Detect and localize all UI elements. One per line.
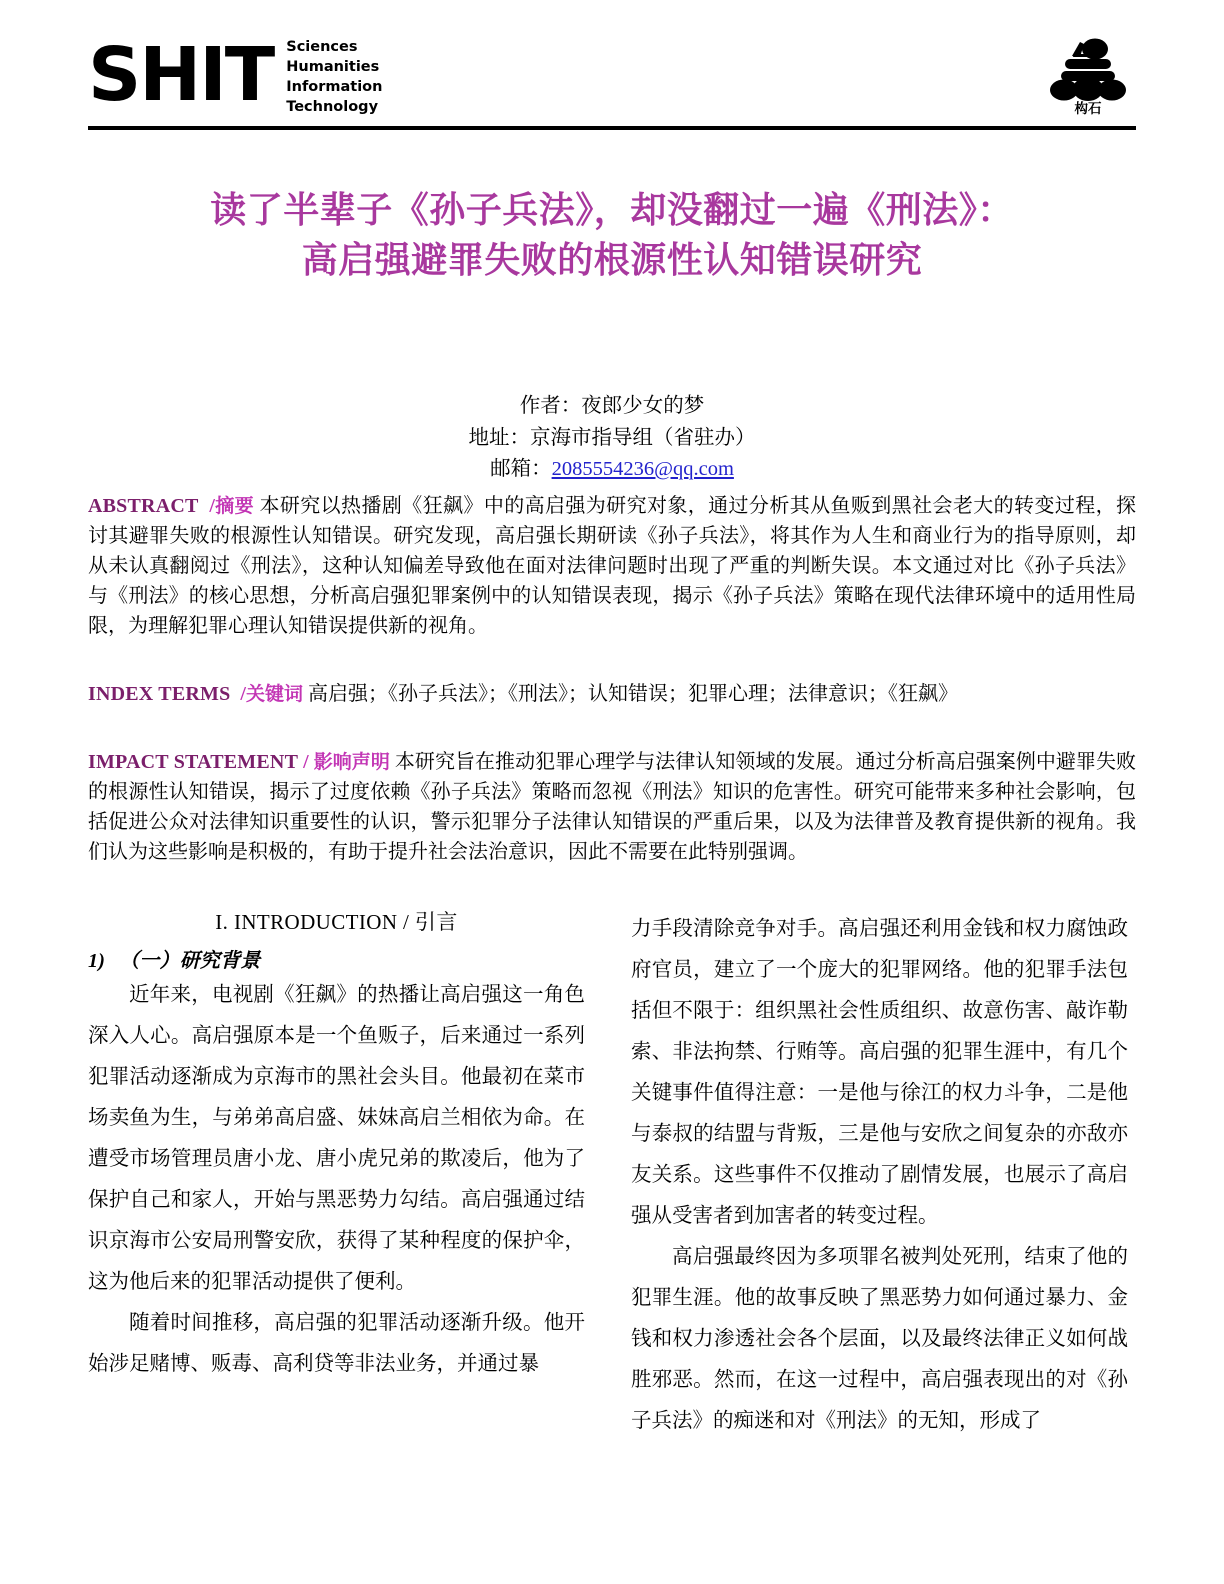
publisher-name: 构石 — [1074, 101, 1102, 117]
body-column-left — [88, 909, 585, 1442]
title-line-2: 高启强避罪失败的根源性认知错误研究 — [301, 239, 923, 281]
subsection-heading-research-background — [88, 944, 585, 973]
author-name-row: 作者：夜郎少女的梦 — [519, 395, 705, 418]
abstract-label-en: ABSTRACT — [88, 494, 199, 517]
abstract-section — [88, 491, 1136, 641]
paragraph-right-continuation: 力手段清除竞争对手。高启强还利用金钱和权力腐蚀政府官员，建立了一个庞大的犯罪网络。他的犯罪手法包括但不限于：组织黑社会性质组织、故意伤害、敲诈勒索、非法拘禁、行贿等。高启强的犯罪生涯中，有几个关键事件值得注意：一是他与徐江的权力斗争，二是他与泰叔的结盟与背叛，三是他与安欣之间复杂的亦敌亦友关系。这些事件不仅推动了剧情发展，也展示了高启强从受害者到加害者的转变过程。 — [631, 917, 1128, 1227]
brand-expansion-line-3: Information — [286, 79, 383, 95]
brand-expansion-line-1: Sciences — [286, 39, 358, 55]
author-email-row — [88, 454, 1136, 485]
masthead — [88, 0, 1136, 120]
brand-expansion-line-2: Humanities — [286, 59, 380, 75]
body-column-right — [631, 909, 1128, 1442]
author-email-link[interactable]: 2085554236@qq.com — [551, 457, 734, 480]
masthead-divider — [88, 126, 1136, 130]
subsection-title: （一）研究背景 — [119, 950, 261, 973]
abstract-text: 本研究以热播剧《狂飙》中的高启强为研究对象，通过分析其从鱼贩到黑社会老大的转变过程，探讨其避罪失败的根源性认知错误。研究发现，高启强长期研读《孙子兵法》，将其作为人生和商业行为的指导原则，却从未认真翻阅过《刑法》，这种认知偏差导致他在面对法律问题时出现了严重的判断失误。本文通过对比《孙子兵法》与《刑法》的核心思想，分析高启强犯罪案例中的认知错误表现，揭示《孙子兵法》策略在现代法律环境中的适用性局限，为理解犯罪心理认知错误提供新的视角。 — [88, 494, 1137, 637]
index-terms-text: 高启强；《孙子兵法》；《刑法》；认知错误；犯罪心理；法律意识；《狂飙》 — [308, 682, 958, 705]
brand-acronym: SHIT — [88, 32, 274, 119]
impact-statement-label-en: IMPACT STATEMENT — [88, 750, 299, 773]
paragraph-right-1: 高启强最终因为多项罪名被判处死刑，结束了他的犯罪生涯。他的故事反映了黑恶势力如何通过暴力、金钱和权力渗透社会各个层面，以及最终法律正义如何战胜邪恶。然而，在这一过程中，高启强表现出的对《孙子兵法》的痴迷和对《刑法》的无知，形成了 — [631, 1245, 1128, 1432]
stacked-stones-logo-icon — [1040, 36, 1136, 102]
abstract-label-cn: 摘要 — [214, 494, 255, 517]
index-terms-section — [88, 679, 1136, 709]
publisher-logo — [1040, 34, 1136, 117]
index-terms-label-en: INDEX TERMS — [88, 682, 231, 705]
brand-expansion — [286, 34, 382, 117]
paragraph-left-1: 近年来，电视剧《狂飙》的热播让高启强这一角色深入人心。高启强原本是一个鱼贩子，后来通过一系列犯罪活动逐渐成为京海市的黑社会头目。他最初在菜市场卖鱼为生，与弟弟高启盛、妹妹高启兰相依为命。在遭受市场管理员唐小龙、唐小虎兄弟的欺凌后，他为了保护自己和家人，开始与黑恶势力勾结。高启强通过结识京海市公安局刑警安欣，获得了某种程度的保护伞，这为他后来的犯罪活动提供了便利。 — [88, 984, 585, 1294]
brand-expansion-line-4: Technology — [286, 99, 379, 115]
impact-statement-label-cn: 影响声明 — [313, 750, 390, 773]
subsection-number: 1) — [88, 950, 106, 973]
author-address-row: 地址：京海市指导组（省驻办） — [468, 426, 756, 449]
index-terms-label-cn: 关键词 — [245, 682, 303, 705]
email-label: 邮箱： — [490, 457, 552, 480]
impact-statement-label-separator: / — [303, 750, 309, 773]
index-terms-label-separator: / — [240, 682, 246, 705]
impact-statement-section — [88, 747, 1136, 867]
author-block — [88, 391, 1136, 484]
paragraph-left-2: 随着时间推移，高启强的犯罪活动逐渐升级。他开始涉足赌博、贩毒、高利贷等非法业务，并通过暴 — [88, 1312, 585, 1376]
title-line-1: 读了半辈子《孙子兵法》，却没翻过一遍《刑法》： — [210, 190, 1014, 231]
section-heading-introduction: I. INTRODUCTION / 引言 — [215, 909, 458, 934]
page-title — [88, 186, 1136, 285]
impact-statement-text: 本研究旨在推动犯罪心理学与法律认知领域的发展。通过分析高启强案例中避罪失败的根源性认知错误，揭示了过度依赖《孙子兵法》策略而忽视《刑法》知识的危害性。研究可能带来多种社会影响，包括促进公众对法律知识重要性的认识，警示犯罪分子法律认知错误的严重后果，以及为法律普及教育提供新的视角。我们认为这些影响是积极的，有助于提升社会法治意识，因此不需要在此特别强调。 — [88, 750, 1136, 863]
body-columns — [88, 909, 1136, 1442]
abstract-label-separator: / — [209, 494, 215, 517]
journal-brand — [88, 34, 382, 117]
